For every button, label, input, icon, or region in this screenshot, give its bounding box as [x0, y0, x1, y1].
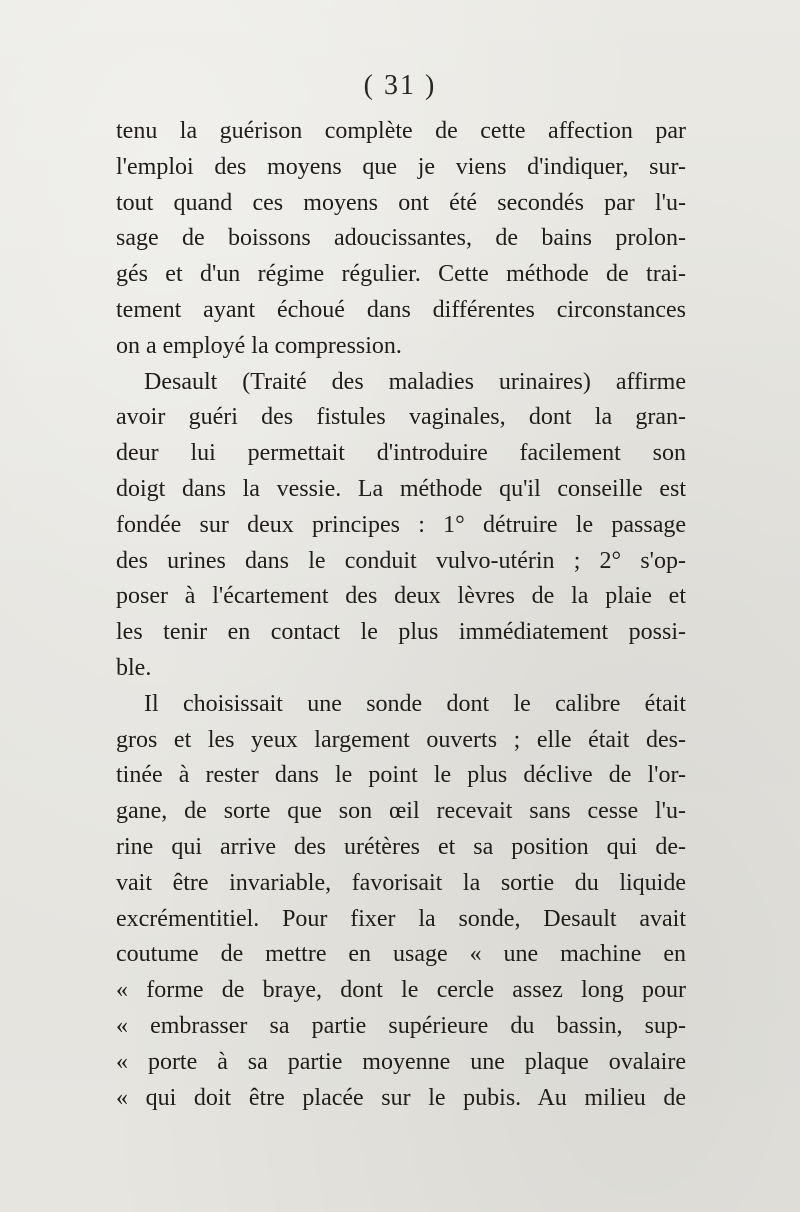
paragraph-start-line: Desault (Traité des maladies urinaires) affirme	[144, 368, 686, 395]
text-line: gane, de sorte que son œil recevait sans cesse l'u-	[116, 798, 686, 825]
paragraph-start-line: Il choisissait une sonde dont le calibre était	[144, 690, 686, 717]
text-line: sage de boissons adoucissantes, de bains prolon-	[116, 225, 686, 252]
text-line: rine qui arrive des urétères et sa position qui de-	[116, 833, 686, 860]
text-line: poser à l'écartement des deux lèvres de la plaie et	[116, 583, 686, 610]
text-line: « qui doit être placée sur le pubis. Au milieu de	[116, 1084, 686, 1111]
text-line: on a employé la compression.	[116, 332, 402, 359]
text-line: des urines dans le conduit vulvo-utérin ; 2° s'op-	[116, 547, 686, 574]
text-line: l'emploi des moyens que je viens d'indiquer, sur-	[116, 153, 686, 180]
text-line: doigt dans la vessie. La méthode qu'il conseille est	[116, 475, 686, 502]
text-line: gros et les yeux largement ouverts ; elle était des-	[116, 726, 686, 753]
text-line: ble.	[116, 654, 152, 681]
text-line: « embrasser sa partie supérieure du bassin, sup-	[116, 1012, 686, 1039]
text-line: gés et d'un régime régulier. Cette méthode de trai-	[116, 261, 686, 288]
text-line: tenu la guérison complète de cette affection par	[116, 118, 686, 144]
text-line: tement ayant échoué dans différentes circonstances	[116, 296, 686, 323]
text-line: excrémentitiel. Pour fixer la sonde, Desault avait	[116, 905, 686, 932]
text-line: tout quand ces moyens ont été secondés par l'u-	[116, 189, 686, 216]
text-line: « porte à sa partie moyenne une plaque ovalaire	[116, 1048, 686, 1075]
text-line: coutume de mettre en usage « une machine en	[116, 941, 686, 968]
text-line: fondée sur deux principes : 1° détruire le passage	[116, 511, 686, 538]
text-line: « forme de braye, dont le cercle assez long pour	[116, 977, 686, 1004]
body-text	[116, 114, 686, 1116]
text-line: les tenir en contact le plus immédiatement possi-	[116, 619, 686, 646]
page-number: ( 31 )	[363, 70, 437, 101]
text-line: vait être invariable, favorisait la sortie du liquide	[116, 869, 686, 896]
text-line: avoir guéri des fistules vaginales, dont la gran-	[116, 404, 686, 431]
text-line: deur lui permettait d'introduire facilement son	[116, 440, 686, 467]
text-line: tinée à rester dans le point le plus déclive de l'or-	[116, 762, 686, 789]
